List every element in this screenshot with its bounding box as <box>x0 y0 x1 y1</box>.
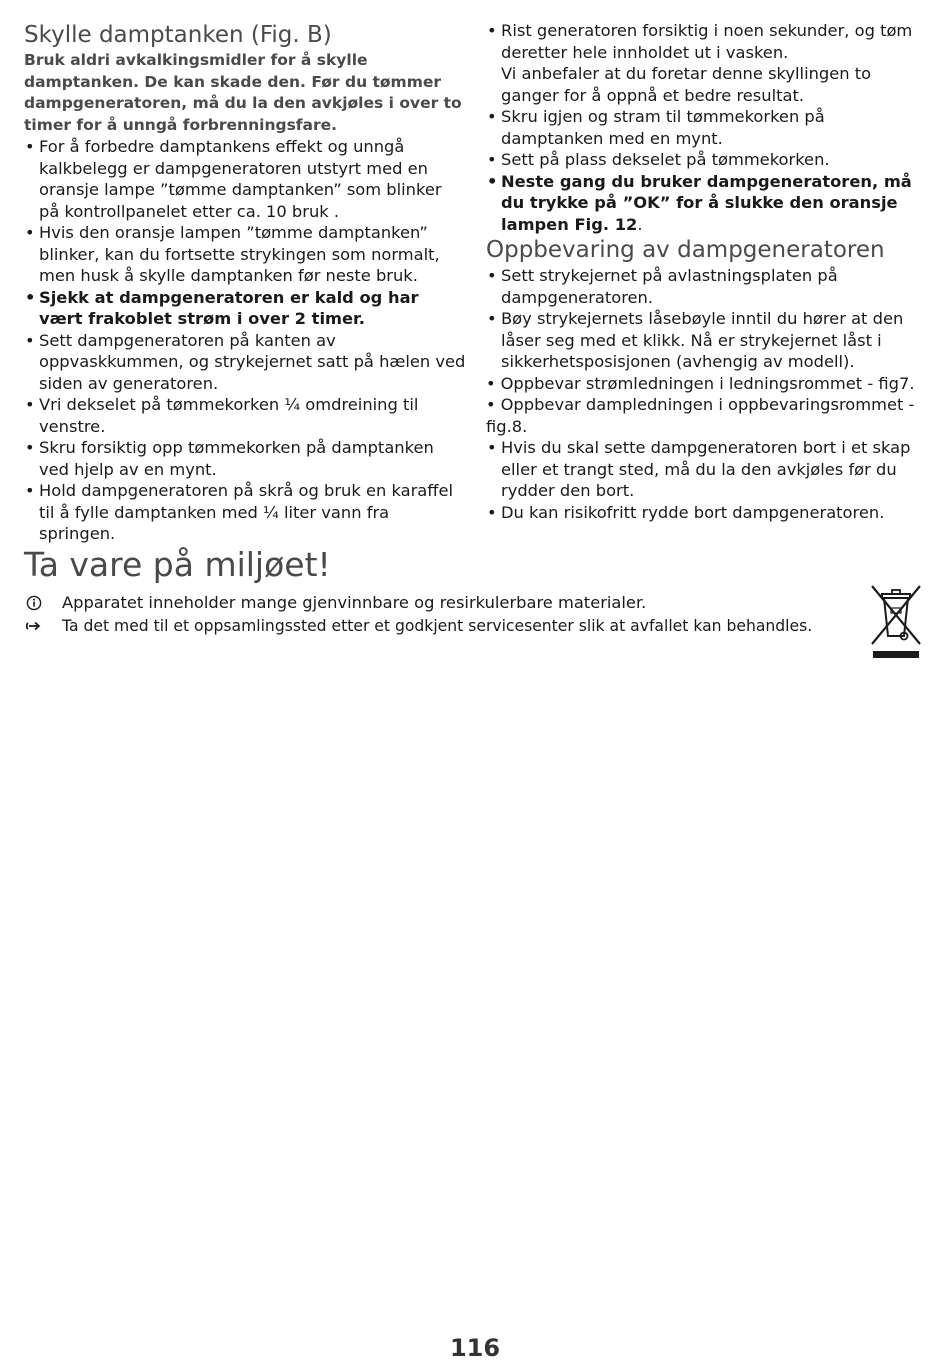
rinse-warning: Bruk aldri avkalkingsmidler for å skylle damptanken. De kan skade den. Før du tømmer dampgeneratoren, må du la den avkjøles i over to timer for å unngå forbrenningsfare. <box>24 51 462 134</box>
list-item: • For å forbedre damptankens effekt og unngå kalkbelegg er dampgeneratoren utstyrt med en oransje lampe ”tømme damptanken” som blinker på kontrollpanelet etter ca. 10 bruk . <box>24 136 466 222</box>
list-item: • Hvis den oransje lampen ”tømme damptanken” blinker, kan du fortsette strykingen som normalt, men husk å skylle damptanken før neste bruk. <box>24 222 466 287</box>
list-item: • Skru forsiktig opp tømmekorken på damptanken ved hjelp av en mynt. <box>24 437 466 480</box>
list-item: • Sjekk at dampgeneratoren er kald og har vært frakoblet strøm i over 2 timer. <box>24 287 466 330</box>
left-column <box>24 20 466 545</box>
storage-steps-list <box>486 265 926 523</box>
arrow-right-icon <box>26 618 62 634</box>
list-item: • Vri dekselet på tømmekorken ¼ omdreining til venstre. <box>24 394 466 437</box>
section-title-storage: Oppbevaring av dampgeneratoren <box>486 237 885 263</box>
list-item-text: Neste gang du bruker dampgeneratoren, må du trykke på ”OK” for å slukke den oransje lampen <box>501 171 912 234</box>
list-item: • Bøy strykejernets låsebøyle inntil du hører at den låser seg med et klikk. Nå er strykejernet låst i sikkerhetsposisjonen (avhengig av modell). <box>486 308 926 373</box>
environment-line-collection <box>26 615 812 637</box>
info-icon <box>26 595 62 611</box>
list-item: • Sett strykejernet på avlastningsplaten på dampgeneratoren. <box>486 265 926 308</box>
list-item: • Rist generatoren forsiktig i noen sekunder, og tøm deretter hele innholdet ut i vasken. <box>486 20 926 63</box>
environment-text-1: Apparatet inneholder mange gjenvinnbare og resirkulerbare materialer. <box>62 593 647 612</box>
rinse-steps-continued-list <box>486 20 926 235</box>
list-item: • Du kan risikofritt rydde bort dampgeneratoren. <box>486 502 926 524</box>
figure-reference: Fig. 12 <box>574 214 638 234</box>
environment-text-2: Ta det med til et oppsamlingssted etter et godkjent servicesenter slik at avfallet kan behandles. <box>62 617 813 635</box>
page-number: 116 <box>449 1334 501 1362</box>
list-item: • Oppbevar dampledningen i oppbevaringsrommet - fig.8. <box>486 394 926 437</box>
list-item: • Oppbevar strømledningen i ledningsrommet - fig7. <box>486 373 926 395</box>
list-item: • Hold dampgeneratoren på skrå og bruk en karaffel til å fylle damptanken med ¼ liter vann fra springen. <box>24 480 466 545</box>
environment-line-recyclable <box>26 592 646 614</box>
list-item-tail: . <box>637 214 643 234</box>
list-item: • Sett dampgeneratoren på kanten av oppvaskkummen, og strykejernet satt på hælen ved siden av generatoren. <box>24 330 466 395</box>
right-column <box>486 20 926 523</box>
list-item: • Hvis du skal sette dampgeneratoren bort i et skap eller et trangt sted, må du la den avkjøles før du rydder den bort. <box>486 437 926 502</box>
list-item <box>486 171 926 236</box>
rinse-steps-list <box>24 136 466 545</box>
crossed-bin-icon <box>866 582 926 660</box>
list-item-note: Vi anbefaler at du foretar denne skyllingen to ganger for å oppnå et bedre resultat. <box>501 64 872 105</box>
section-title-rinse: Skylle damptanken (Fig. B) <box>24 22 332 48</box>
list-item: • Sett på plass dekselet på tømmekorken. <box>486 149 926 171</box>
environment-title: Ta vare på miljøet! <box>24 545 331 584</box>
list-item: • Skru igjen og stram til tømmekorken på damptanken med en mynt. <box>486 106 926 149</box>
